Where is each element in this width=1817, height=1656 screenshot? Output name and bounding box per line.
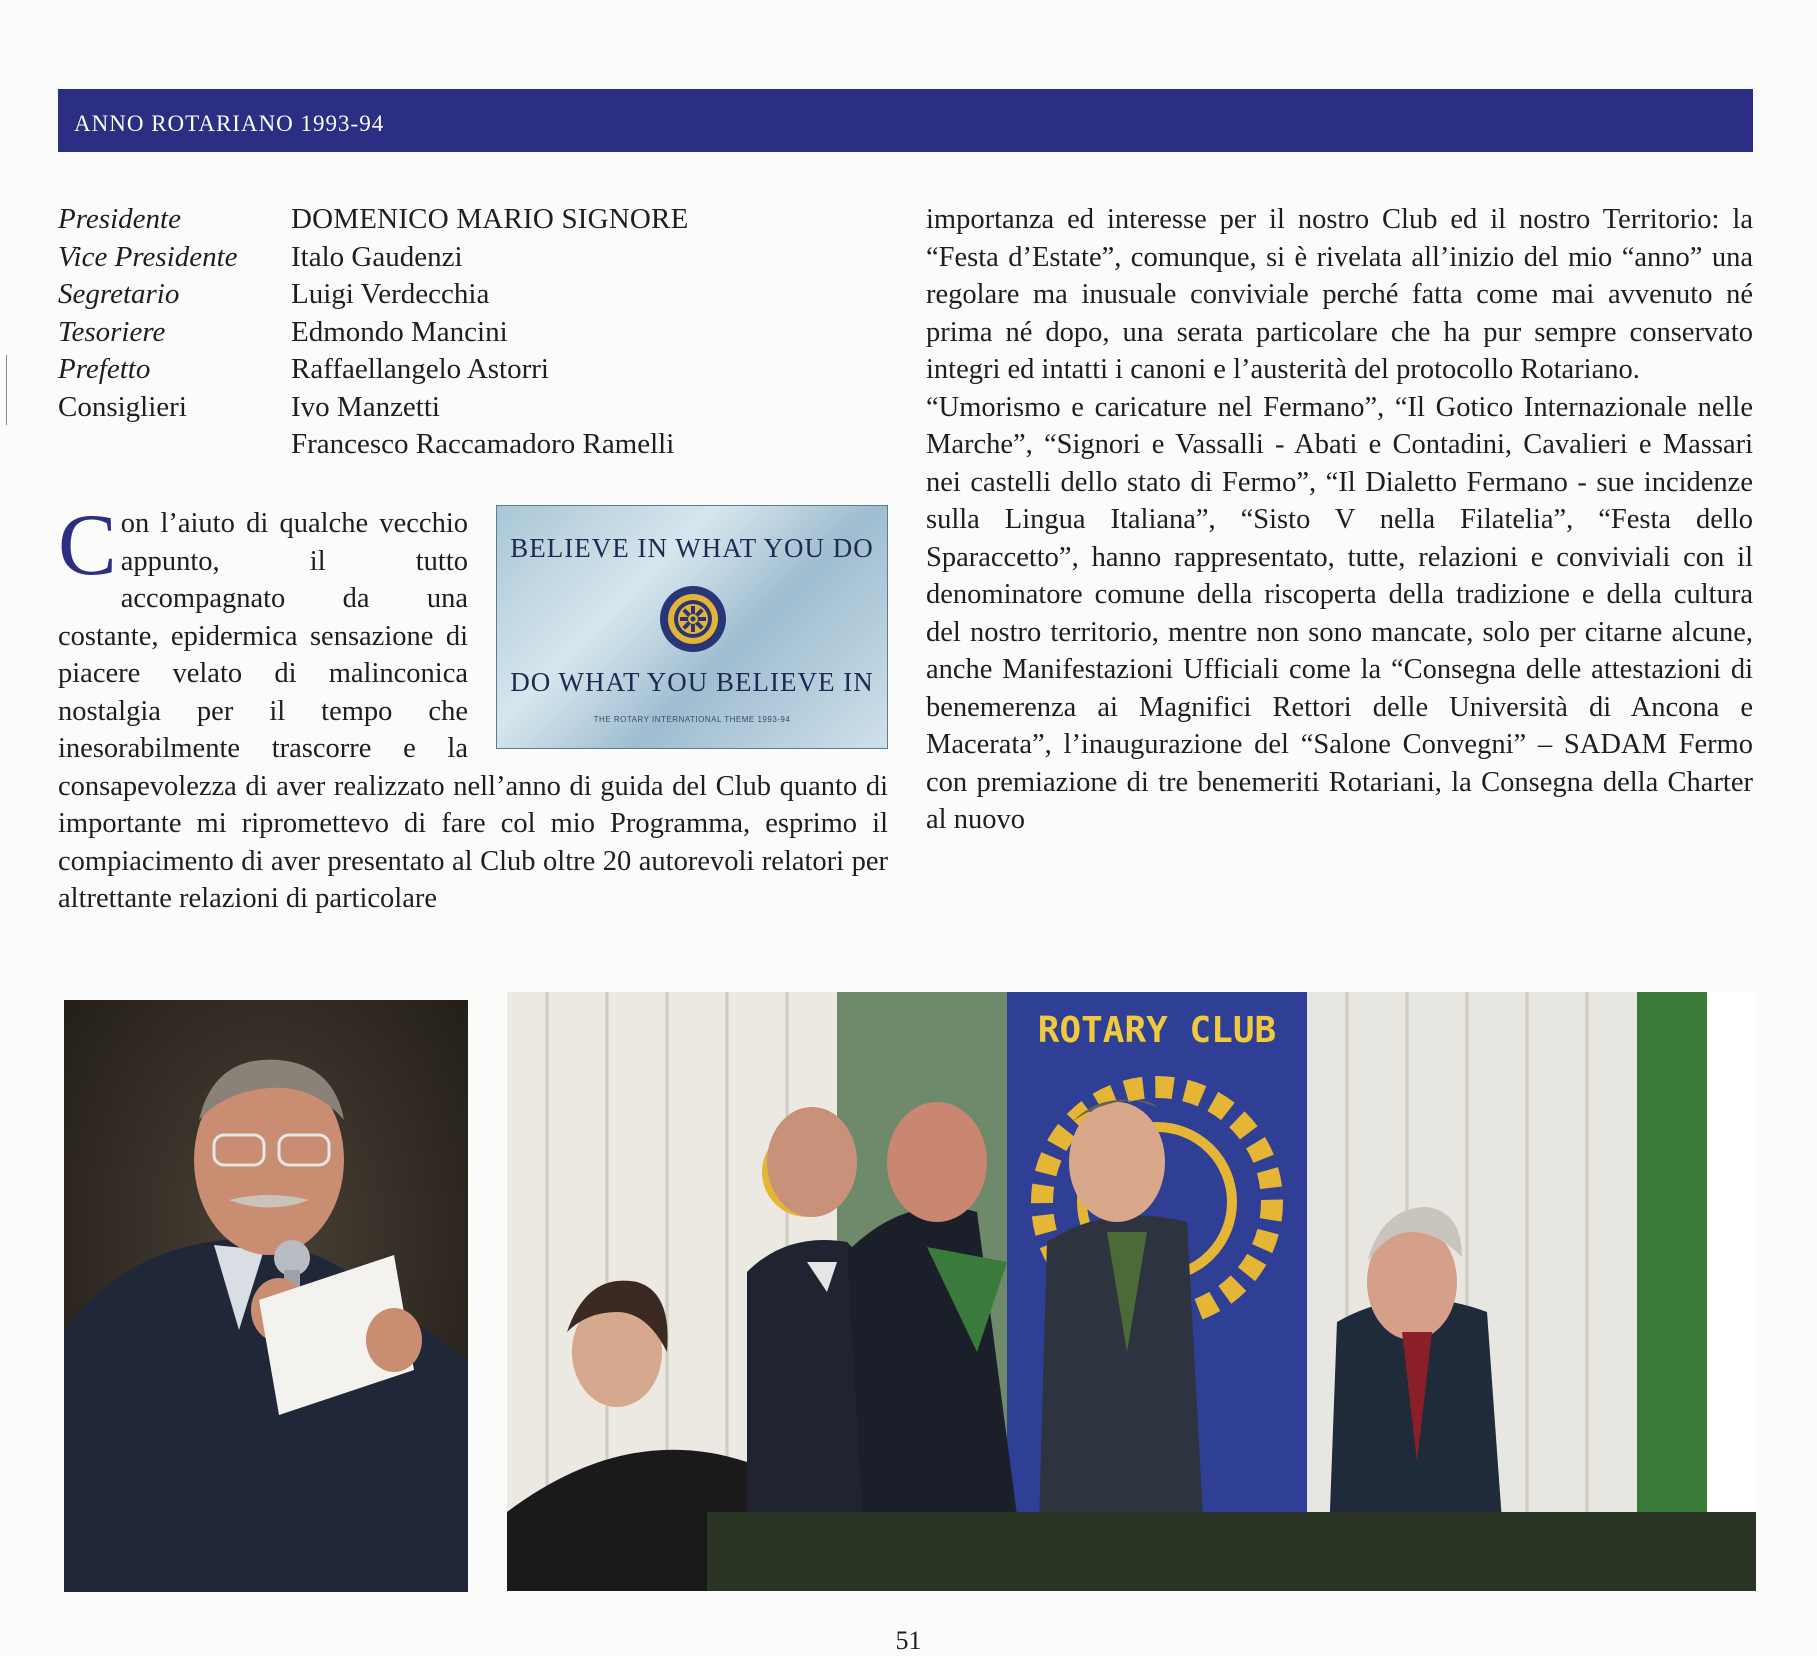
officer-row: [58, 353, 818, 391]
officers-list: [58, 203, 818, 466]
section-header-title: ANNO ROTARIANO 1993-94: [74, 111, 385, 136]
officer-name: DOMENICO MARIO SIGNORE: [291, 203, 689, 235]
officer-name: Edmondo Mancini: [291, 315, 508, 348]
section-header-bar: [58, 89, 1753, 152]
officer-role: Vice Presidente: [58, 240, 238, 273]
officer-name: Francesco Raccamadoro Ramelli: [291, 428, 675, 460]
officer-name: Luigi Verdecchia: [291, 278, 490, 310]
ceremony-photo-image: [507, 992, 1756, 1591]
officer-row: [58, 316, 818, 354]
rotary-wheel-icon: [658, 584, 728, 654]
officer-row: [58, 278, 818, 316]
officer-role: Prefetto: [58, 353, 151, 385]
banner-label: ROTARY CLUB: [1037, 1010, 1277, 1051]
motto-figure: [496, 505, 888, 749]
officer-role: Segretario: [58, 278, 180, 310]
officer-role: Presidente: [58, 203, 181, 235]
officer-row: [58, 241, 818, 279]
officer-row: [58, 391, 818, 429]
officer-role: Consiglieri: [58, 390, 187, 423]
margin-mark: [6, 355, 11, 425]
left-paragraph: on l’aiuto di qualche vecchio appunto, il tutto accompagnato da una costante, epidermica sensazione di piacere velato di malinconica nostalgia per il tempo che inesorabilmente trascorre e la consapevolezza di aver realizzato nell’anno di guida del Club quanto di importante mi ripromettevo di fare col mio Programma, esprimo il compiacimento di aver presentato al Club oltre 20 autorevoli relatori per altrettante relazioni di particolare: [58, 508, 888, 914]
motto-line-2: DO WHAT YOU BELIEVE IN: [510, 667, 874, 697]
photo-speaker: [64, 1000, 468, 1592]
page-number: 51: [895, 1626, 922, 1655]
right-paragraph-2: “Umorismo e caricature nel Fermano”, “Il Gotico Internazionale nelle Marche”, “Signori e Vassalli - Abati e Contadini, Cavalieri e Massari nei castelli dello stato di Fermo”, “Il Dialetto Fermano - sue incidenze sulla Lingua Italiana”, “Sisto V nella Filatelia”, “Festa dello Sparaccetto”, hanno rappresentato, tutte, relazioni e conviviali con il denominatore comune della riscoperta della tradizione e della cultura del nostro territorio, mentre non sono mancate, solo per citarne alcune, anche Manifestazioni Ufficiali come la “Consegna delle attestazioni di benemerenza ai Magnifici Rettori delle Università di Ancona e Macerata”, l’inaugurazione del “Salone Convegni” – SADAM Fermo con premiazione di tre benemeriti Rotariani, la Consegna della Charter al nuovo: [926, 391, 1753, 835]
drop-cap: C: [58, 497, 117, 594]
photo-ceremony: [507, 992, 1756, 1591]
officer-row: [58, 428, 818, 466]
rotary-theme-motto: [496, 505, 888, 749]
officer-name: Italo Gaudenzi: [291, 240, 463, 273]
motto-line-1: BELIEVE IN WHAT YOU DO: [510, 533, 874, 563]
officer-row: [58, 203, 818, 241]
officer-role: Tesoriere: [58, 315, 166, 348]
motto-footer: THE ROTARY INTERNATIONAL THEME 1993-94: [593, 714, 791, 724]
speaker-photo-image: [64, 1000, 468, 1592]
right-paragraph-1: importanza ed interesse per il nostro Club ed il nostro Territorio: la “Festa d’Estate”, comunque, si è rivelata all’inizio del mio “anno” una regolare ma inusuale conviviale perché fatta come mai avvenuto né prima né dopo, una serata particolare che ha pur sempre conservato integri ed intatti i canoni e l’austerità del protocollo Rotariano.: [926, 204, 1753, 385]
left-column-text: [58, 497, 888, 918]
right-column-text: [926, 201, 1753, 839]
officer-name: Raffaellangelo Astorri: [291, 353, 549, 385]
officer-name: Ivo Manzetti: [291, 390, 440, 423]
